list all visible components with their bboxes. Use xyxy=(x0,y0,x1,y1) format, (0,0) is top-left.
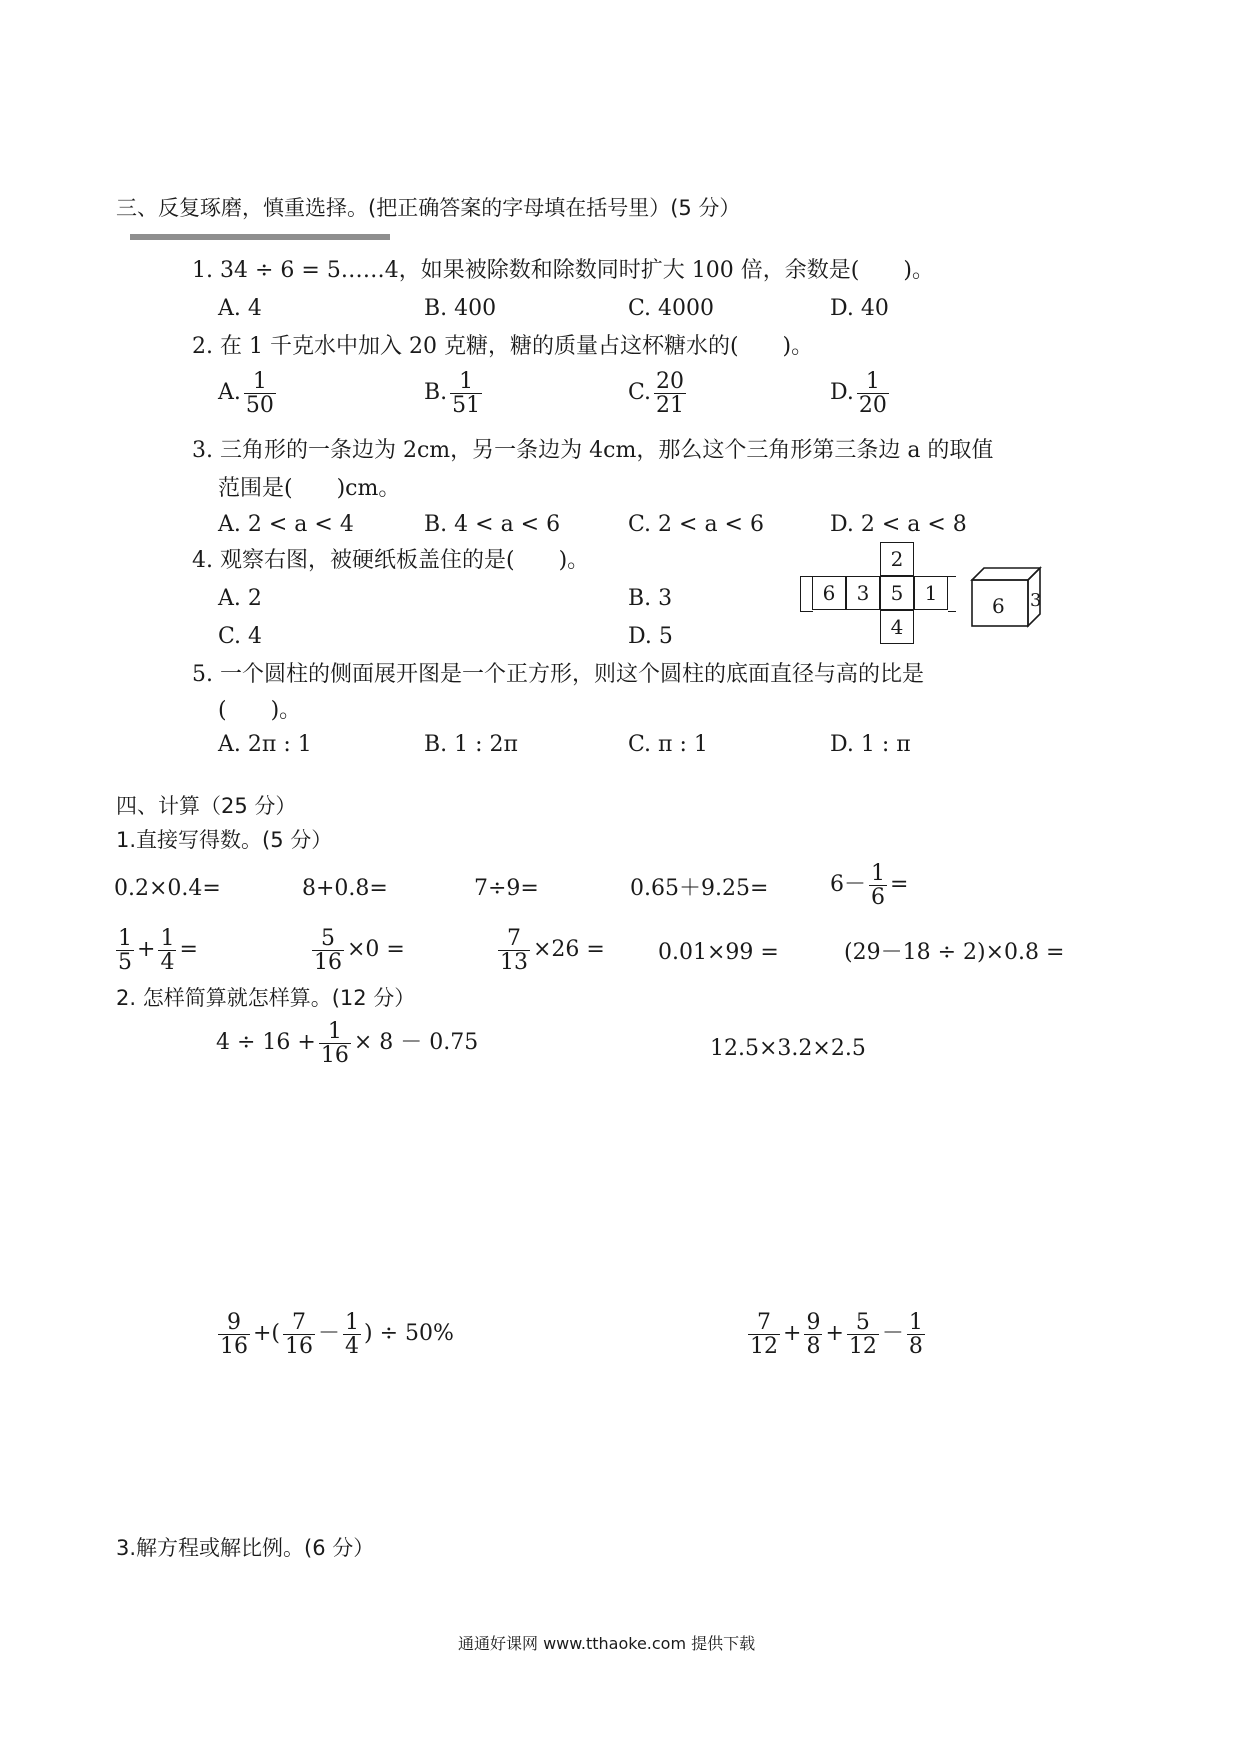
q5-option-d: D. 1 : π xyxy=(830,732,911,757)
scan-artifact xyxy=(130,234,390,240)
cube-front-label: 6 xyxy=(992,594,1005,618)
calc-item-3: 7÷9= xyxy=(474,876,539,901)
q3-line2: 范围是( )cm。 xyxy=(218,476,401,501)
part3-title: 3.解方程或解比例。(6 分） xyxy=(116,1536,375,1560)
q3-option-c: C. 2 < a < 6 xyxy=(628,512,764,537)
section4-title: 四、计算（25 分） xyxy=(116,794,297,818)
net-cell-bottom: 4 xyxy=(880,610,914,644)
net-right-extension xyxy=(948,576,956,612)
part1-title: 1.直接写得数。(5 分） xyxy=(116,828,333,852)
net-cell-top: 2 xyxy=(880,542,914,576)
calc-item-9: 0.01×99 = xyxy=(658,940,779,965)
q2-option-d: D. $\frac{1}{20}$ xyxy=(830,369,887,419)
q4-option-a: A. 2 xyxy=(218,586,262,611)
q3-option-b: B. 4 < a < 6 xyxy=(424,512,561,537)
calc-item-5: 6－ $\frac{1}{6}$ = xyxy=(830,861,909,911)
net-cell-left-outer: 6 xyxy=(812,576,846,610)
simplify-expr-3: $\frac{9}{16}$ +( $\frac{7}{16}$ － $\frac{1}{4}$ ) ÷ 50% xyxy=(220,1310,454,1360)
q4-text: 4. 观察右图，被硬纸板盖住的是( )。 xyxy=(192,548,590,573)
q5-option-b: B. 1 : 2π xyxy=(424,732,519,757)
footer-text: 通通好课网 www.tthaoke.com 提供下载 xyxy=(458,1634,756,1653)
q4-option-d: D. 5 xyxy=(628,624,673,649)
net-cell-right: 1 xyxy=(914,576,948,610)
net-cell-left-inner: 3 xyxy=(846,576,880,610)
simplify-expr-2: 12.5×3.2×2.5 xyxy=(710,1036,866,1061)
q5-option-a: A. 2π : 1 xyxy=(218,732,312,757)
q1-text: 1. 34 ÷ 6 = 5……4，如果被除数和除数同时扩大 100 倍，余数是( )。 xyxy=(192,258,934,283)
calc-item-7: $\frac{5}{16}$ ×0 = xyxy=(314,926,405,976)
q1-option-a: A. 4 xyxy=(218,296,262,321)
q4-option-c: C. 4 xyxy=(218,624,263,649)
q2-option-b: B. $\frac{1}{51}$ xyxy=(424,369,481,419)
calc-item-2: 8+0.8= xyxy=(302,876,388,901)
calc-item-10: (29－18 ÷ 2)×0.8 = xyxy=(844,940,1065,965)
net-cell-center: 5 xyxy=(880,576,914,610)
section3-title: 三、反复琢磨，慎重选择。(把正确答案的字母填在括号里）(5 分） xyxy=(116,196,741,220)
part2-title: 2. 怎样简算就怎样算。(12 分） xyxy=(116,986,416,1010)
q5-option-c: C. π : 1 xyxy=(628,732,708,757)
q1-option-c: C. 4000 xyxy=(628,296,715,321)
q3-option-d: D. 2 < a < 8 xyxy=(830,512,967,537)
q2-option-a: A. $\frac{1}{50}$ xyxy=(218,369,274,419)
calc-item-8: $\frac{7}{13}$ ×26 = xyxy=(500,926,605,976)
simplify-expr-1: 4 ÷ 16 + $\frac{1}{16}$ × 8 － 0.75 xyxy=(216,1019,479,1069)
q1-option-b: B. 400 xyxy=(424,296,497,321)
q5-line1: 5. 一个圆柱的侧面展开图是一个正方形，则这个圆柱的底面直径与高的比是 xyxy=(192,662,924,687)
q4-option-b: B. 3 xyxy=(628,586,673,611)
q5-line2: ( )。 xyxy=(218,698,302,723)
q3-line1: 3. 三角形的一条边为 2cm，另一条边为 4cm，那么这个三角形第三条边 a 的取值 xyxy=(192,438,994,463)
cube-side-label: 3 xyxy=(1030,590,1042,611)
q2-text: 2. 在 1 千克水中加入 20 克糖，糖的质量占这杯糖水的( )。 xyxy=(192,334,814,359)
calc-item-6: $\frac{1}{5}$ + $\frac{1}{4}$ = xyxy=(118,926,198,976)
simplify-expr-4: $\frac{7}{12}$ + $\frac{9}{8}$ + $\frac{5}{12}$ － $\frac{1}{8}$ xyxy=(750,1310,923,1360)
q3-option-a: A. 2 < a < 4 xyxy=(218,512,354,537)
q1-option-d: D. 40 xyxy=(830,296,889,321)
calc-item-4: 0.65＋9.25= xyxy=(630,876,769,901)
net-left-extension xyxy=(800,576,813,612)
calc-item-1: 0.2×0.4= xyxy=(114,876,221,901)
q2-option-c: C. $\frac{20}{21}$ xyxy=(628,369,685,419)
